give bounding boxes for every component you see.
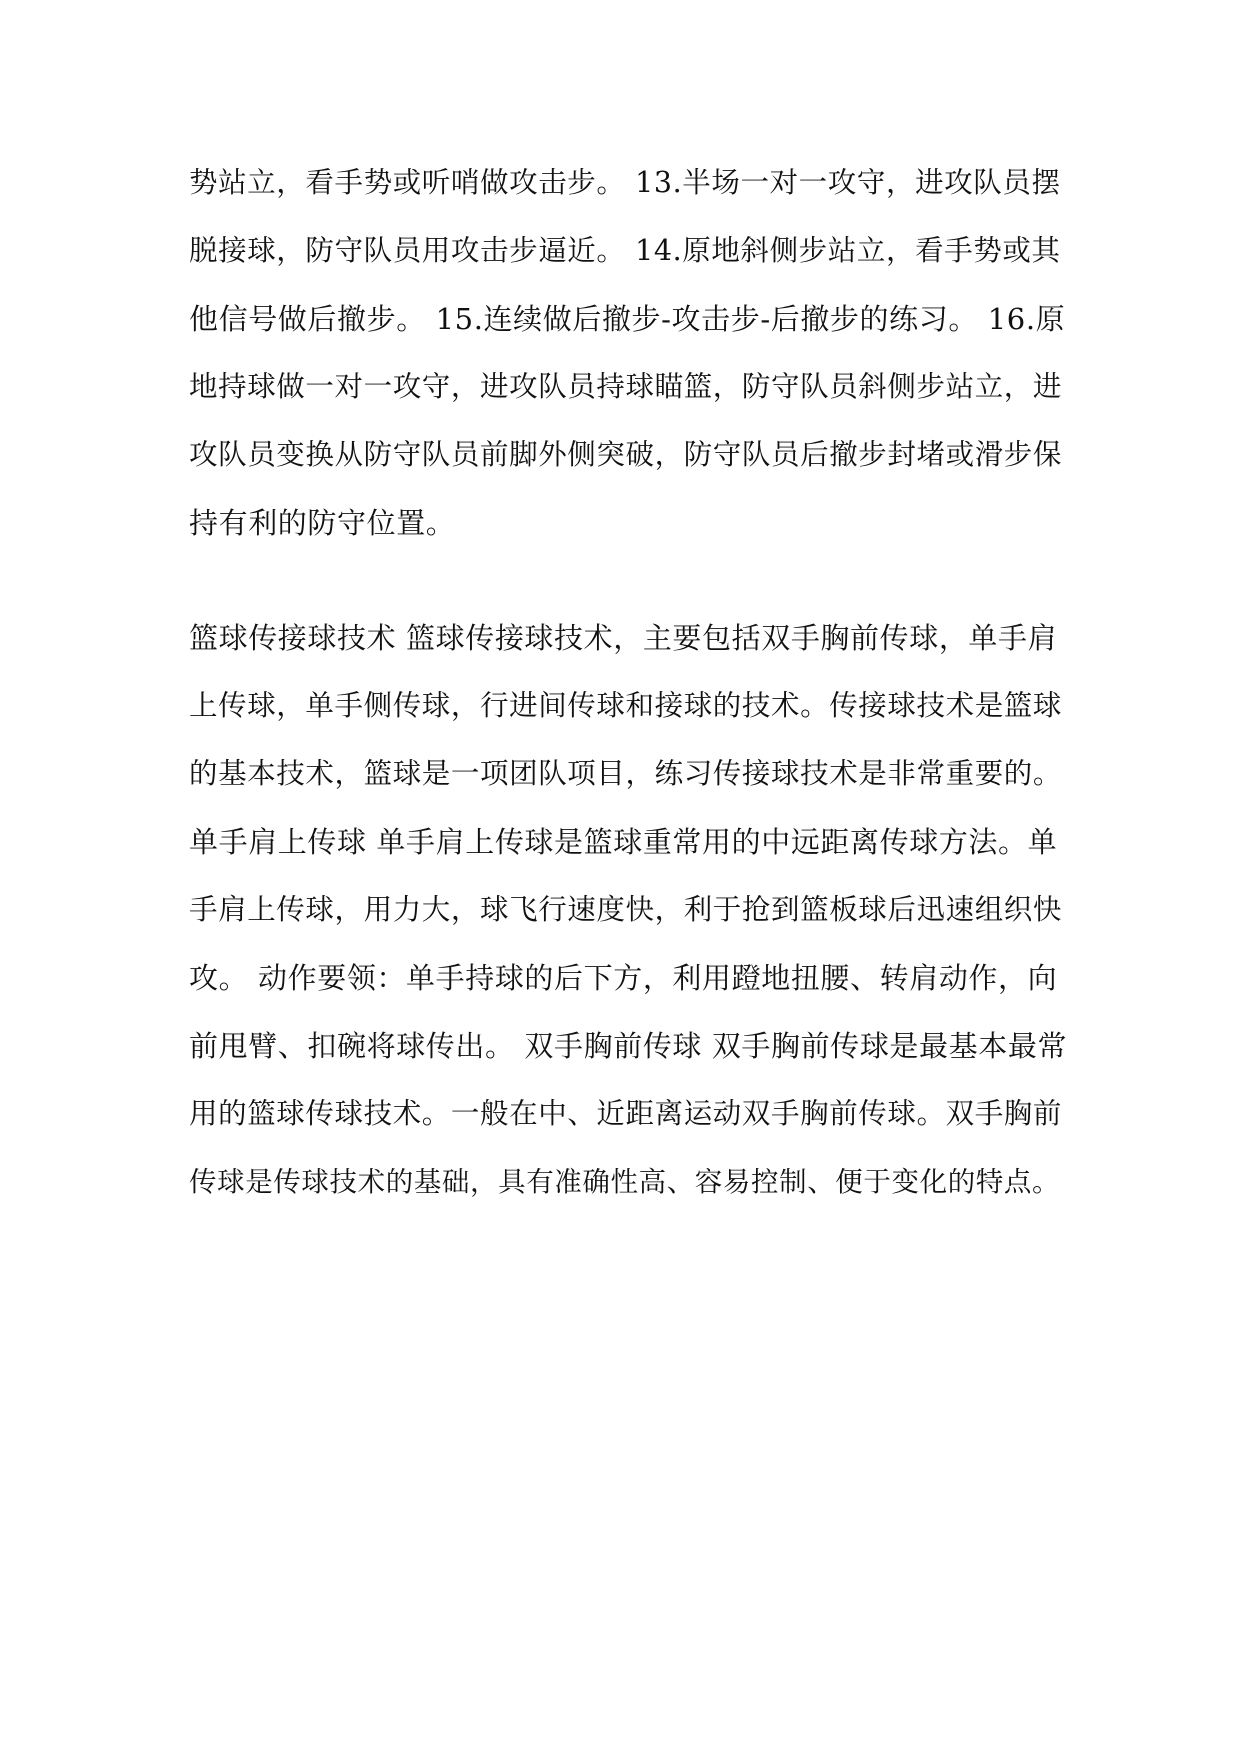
text-line: 地持球做一对一攻守，进攻队员持球瞄篮，防守队员斜侧步站立，进 <box>189 370 1063 403</box>
text-line: 攻队员变换从防守队员前脚外侧突破，防守队员后撤步封堵或滑步保 <box>189 438 1063 471</box>
text-line: 前甩臂、扣碗将球传出。 双手胸前传球 双手胸前传球是最基本最常 <box>189 1029 1068 1063</box>
text-line: 单手肩上传球 单手肩上传球是篮球重常用的中远距离传球方法。单 <box>189 825 1058 859</box>
text-line: 脱接球，防守队员用攻击步逼近。 14.原地斜侧步站立，看手势或其 <box>189 234 1061 267</box>
text-line: 他信号做后撤步。 15.连续做后撤步-攻击步-后撤步的练习。 16.原 <box>189 302 1066 336</box>
text-line: 持有利的防守位置。 <box>189 506 456 540</box>
text-line: 攻。 动作要领：单手持球的后下方，利用蹬地扭腰、转肩动作，向 <box>189 961 1058 995</box>
paragraph-passing-technique <box>189 604 1069 1216</box>
text-line: 传球是传球技术的基础，具有准确性高、容易控制、便于变化的特点。 <box>189 1166 1061 1198</box>
text-line: 手肩上传球，用力大，球飞行速度快，利于抢到篮板球后迅速组织快 <box>189 893 1063 926</box>
text-line: 篮球传接球技术 篮球传接球技术，主要包括双手胸前传球，单手肩 <box>189 621 1058 655</box>
text-line: 上传球，单手侧传球，行进间传球和接球的技术。传接球技术是篮球 <box>189 689 1063 722</box>
text-line: 用的篮球传球技术。一般在中、近距离运动双手胸前传球。双手胸前 <box>189 1097 1063 1130</box>
text-line: 势站立，看手势或听哨做攻击步。 13.半场一对一攻守，进攻队员摆 <box>189 166 1061 199</box>
paragraph-defense-drills <box>189 149 1069 557</box>
text-line: 的基本技术，篮球是一项团队项目，练习传接球技术是非常重要的。 <box>189 757 1063 790</box>
